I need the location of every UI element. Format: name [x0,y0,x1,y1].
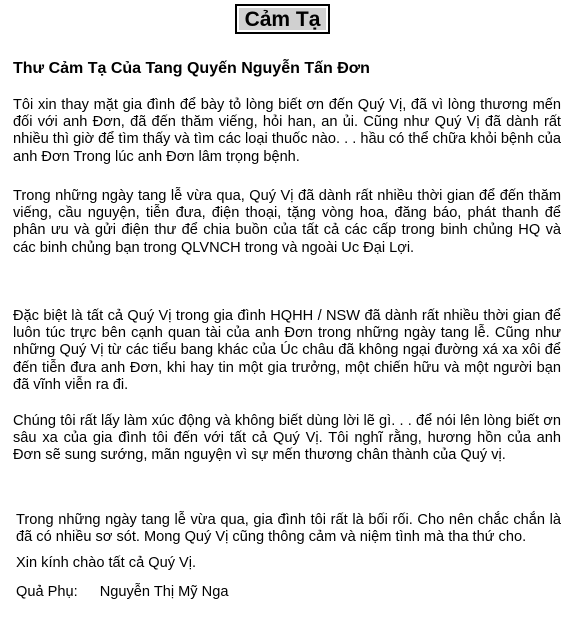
title-box [235,4,330,34]
signature-label: Quả Phụ: [16,584,78,600]
page-title: Cảm Tạ [244,7,321,31]
letter-heading: Thư Cảm Tạ Của Tang Quyến Nguyễn Tấn Đơn [13,60,370,77]
paragraph-5: Trong những ngày tang lễ vừa qua, gia đình tôi rất là bối rối. Cho nên chắc chắn là đã có nhiều sơ sót. Mong Quý Vị cũng thông cảm và niệm tình mà tha thứ cho. [16,512,561,546]
signature [16,584,228,600]
paragraph-3: Đặc biệt là tất cả Quý Vị trong gia đình HQHH / NSW đã dành rất nhiều thời gian để luôn túc trực bên cạnh quan tài của anh Đơn trong những ngày tang lễ. Cũng như những Quý Vị từ các tiểu bang khác của Úc châu đã không ngại đường xá xa xôi để đến tiễn đưa anh Đơn, khi hay tin một gia trưởng, một chiến hữu và một người bạn đã vĩnh viễn ra đi. [13,308,561,393]
paragraph-2: Trong những ngày tang lễ vừa qua, Quý Vị đã dành rất nhiều thời gian để đến thăm viếng, cầu nguyện, tiễn đưa, điện thoại, tặng vòng hoa, đăng báo, phát thanh để phân ưu và gửi điện thư để chia buồn của tất cả các cấp trong binh chủng HQ và các binh chủng bạn trong QLVNCH trong và ngoài Uc Đại Lợi. [13,188,561,256]
signature-name: Nguyễn Thị Mỹ Nga [99,584,229,600]
closing-line: Xin kính chào tất cả Quý Vị. [16,555,197,571]
paragraph-4: Chúng tôi rất lấy làm xúc động và không biết dùng lời lẽ gì. . . để nói lên lòng biết ơn sâu xa của gia đình tôi đến với tất cả Quý Vị. Tôi nghĩ rằng, hương hồn của anh Đơn sẽ sung sướng, mãn nguyện vì sự mến thương chân thành của Quý vị. [13,413,561,464]
paragraph-1: Tôi xin thay mặt gia đình để bày tỏ lòng biết ơn đến Quý Vị, đã vì lòng thương mến đối với anh Đơn, đã đến thăm viếng, hỏi han, an ủi. Cũng như Quý Vị đã dành rất nhiều thì giờ để tìm thấy và tìm các loại thuốc nào. . . hầu có thể chữa khỏi bệnh của anh Đơn Trong lúc anh Đơn lâm trọng bệnh. [13,97,561,165]
